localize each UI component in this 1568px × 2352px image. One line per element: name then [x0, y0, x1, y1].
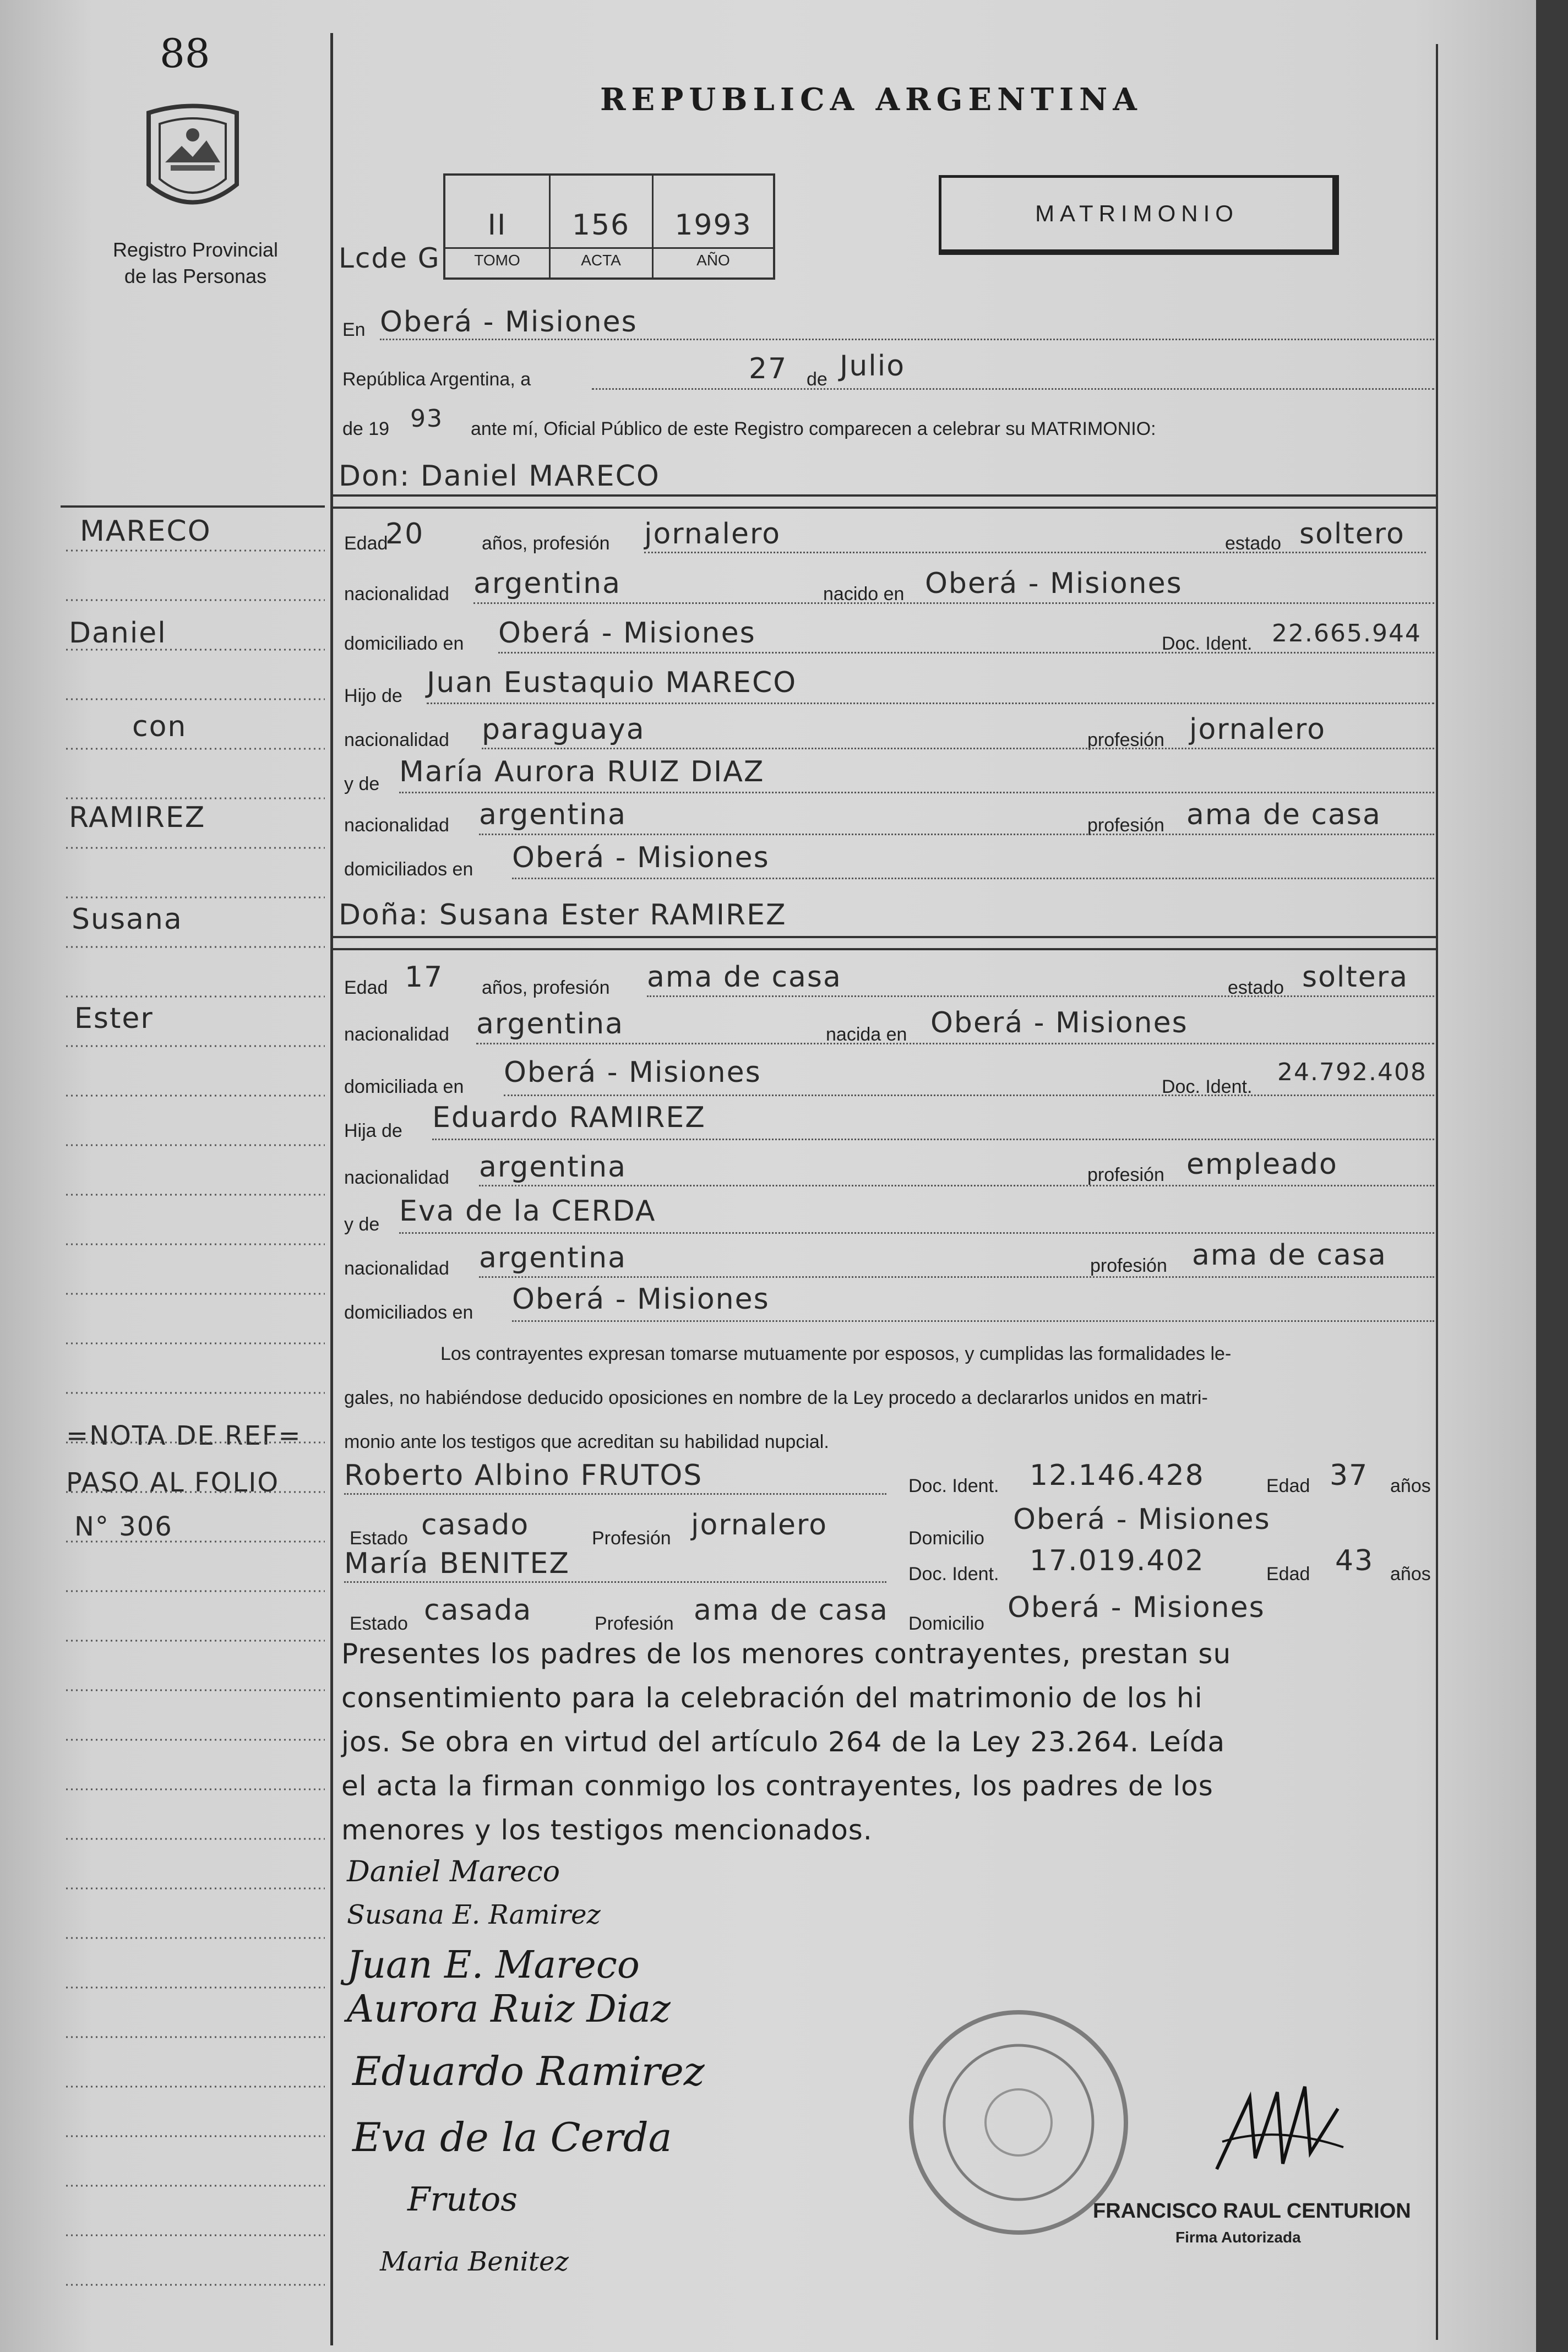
declaration-line1: Los contrayentes expresan tomarse mutuamente por esposos, y cumplidas las formalidades le-	[440, 1343, 1232, 1364]
margin-ruled-lines	[55, 496, 325, 2345]
groom-anos-label: años, profesión	[482, 533, 610, 554]
groom-profesion: jornalero	[644, 518, 781, 551]
note-line3: jos. Se obra en virtud del artículo 264 de la Ley 23.264. Leída	[341, 1726, 1226, 1758]
province-emblem-icon	[138, 102, 248, 220]
witness1-estado: casado	[421, 1509, 530, 1542]
month-value: Julio	[840, 350, 906, 383]
day-value: 27	[749, 352, 788, 385]
signature-bride-father: Eduardo Ramirez	[352, 2048, 705, 2094]
page-number: 88	[160, 30, 210, 77]
rep-label: República Argentina, a	[342, 369, 531, 390]
witness2-edad: 43	[1335, 1544, 1374, 1577]
bride-anos-label: años, profesión	[482, 977, 610, 998]
bride-yde-label: y de	[344, 1214, 380, 1235]
signature-groom-mother: Aurora Ruiz Diaz	[347, 1988, 671, 2031]
intro-text: ante mí, Oficial Público de este Registro comparecen a celebrar su MATRIMONIO:	[471, 418, 1156, 439]
groom-padre-prof: jornalero	[1189, 713, 1326, 746]
groom-nacionalidad: argentina	[473, 567, 621, 600]
groom-doms-label: domiciliados en	[344, 859, 473, 880]
groom-madre: María Aurora RUIZ DIAZ	[399, 755, 765, 788]
note-line2: consentimiento para la celebración del matrimonio de los hi	[341, 1682, 1203, 1714]
groom-nac-label: nacionalidad	[344, 584, 449, 605]
groom-padre-prof-label: profesión	[1087, 729, 1164, 750]
groom-doc: 22.665.944	[1272, 619, 1422, 647]
signature-groom: Daniel Mareco	[347, 1855, 560, 1888]
country-heading: REPUBLICA ARGENTINA	[600, 81, 1142, 118]
bride-title: Doña: Susana Ester RAMIREZ	[339, 899, 787, 932]
witness2-prof: ama de casa	[694, 1594, 889, 1627]
margin-name2b: Ester	[74, 1002, 154, 1035]
declaration-line2: gales, no habiéndose deducido oposiciones en nombre de la Ley procedo a declararlos unidos en matri-	[344, 1387, 1208, 1408]
bride-domicilio: Oberá - Misiones	[504, 1056, 761, 1089]
record-type-box	[939, 175, 1339, 255]
bride-doc-label: Doc. Ident.	[1162, 1076, 1253, 1097]
note-line5: menores y los testigos mencionados.	[341, 1814, 873, 1846]
groom-padre-nac: paraguaya	[482, 713, 645, 746]
bride-hija-label: Hija de	[344, 1120, 402, 1141]
groom-madre-prof: ama de casa	[1186, 798, 1381, 831]
bride-madre-prof: ama de casa	[1192, 1239, 1387, 1272]
bride-padres-dom: Oberá - Misiones	[512, 1283, 770, 1316]
note-line4: el acta la firman conmigo los contrayentes, los padres de los	[341, 1770, 1213, 1802]
bride-padre-prof-label: profesión	[1087, 1164, 1164, 1185]
bride-madre-nac: argentina	[479, 1242, 627, 1275]
witness2-edad-label: Edad	[1266, 1564, 1310, 1585]
signature-witness1: Frutos	[407, 2180, 518, 2219]
bride-nac-label: nacionalidad	[344, 1024, 449, 1045]
year-suffix: 93	[410, 405, 443, 433]
groom-edad-label: Edad	[344, 533, 388, 554]
official-signature-scribble	[1211, 2076, 1349, 2186]
bride-padre-nac-label: nacionalidad	[344, 1167, 449, 1188]
witness1-prof: jornalero	[691, 1509, 828, 1542]
bride-nacionalidad: argentina	[476, 1008, 624, 1041]
tomo-value: II	[487, 209, 507, 242]
signature-bride-mother: Eva de la Cerda	[352, 2114, 672, 2160]
margin-name2a: Susana	[72, 903, 183, 936]
tomo-label: TOMO	[474, 252, 520, 269]
groom-madre-prof-label: profesión	[1087, 815, 1164, 836]
margin-surname2: RAMIREZ	[69, 801, 206, 834]
witness2-estado-label: Estado	[350, 1613, 408, 1634]
lede-note: Lcde G	[339, 242, 440, 274]
margin-surname1: MARECO	[80, 515, 211, 548]
witness1-doc: 12.146.428	[1030, 1459, 1205, 1492]
groom-nacido-label: nacido en	[823, 584, 905, 605]
scan-edge	[1536, 0, 1568, 2352]
witness1-prof-label: Profesión	[592, 1528, 671, 1549]
en-value: Oberá - Misiones	[380, 306, 638, 339]
bride-madre: Eva de la CERDA	[399, 1195, 656, 1228]
bride-doc: 24.792.408	[1277, 1058, 1427, 1086]
bride-estado-label: estado	[1228, 977, 1284, 998]
bride-dom-label: domiciliada en	[344, 1076, 464, 1097]
margin-note1: =NOTA DE REF=	[66, 1420, 302, 1451]
witness1-estado-label: Estado	[350, 1528, 408, 1549]
witness1-anos-label: años	[1390, 1476, 1431, 1496]
margin-divider	[330, 33, 333, 2345]
official-title: Firma Autorizada	[1175, 2229, 1301, 2246]
acta-label: ACTA	[581, 252, 621, 269]
witness1-edad: 37	[1330, 1459, 1369, 1492]
groom-padre: Juan Eustaquio MARECO	[427, 666, 797, 699]
witness2-name: María BENITEZ	[344, 1547, 570, 1580]
signature-bride: Susana E. Ramirez	[347, 1899, 601, 1930]
margin-con: con	[132, 710, 187, 743]
witness2-doc-label: Doc. Ident.	[908, 1564, 999, 1585]
signature-witness2: Maria Benitez	[380, 2246, 569, 2277]
witness2-anos-label: años	[1390, 1564, 1431, 1585]
bride-madre-nac-label: nacionalidad	[344, 1258, 449, 1279]
year-prefix: de 19	[342, 418, 390, 439]
witness2-dom-label: Domicilio	[908, 1613, 984, 1634]
witness2-doc: 17.019.402	[1030, 1544, 1205, 1577]
margin-note3: N° 306	[74, 1511, 173, 1542]
witness1-dom: Oberá - Misiones	[1013, 1503, 1271, 1536]
bride-nacida: Oberá - Misiones	[930, 1006, 1188, 1039]
bride-profesion: ama de casa	[647, 961, 842, 994]
groom-padres-dom: Oberá - Misiones	[512, 841, 770, 874]
bride-padre-nac: argentina	[479, 1151, 627, 1184]
groom-padre-nac-label: nacionalidad	[344, 729, 449, 750]
groom-estado: soltero	[1299, 518, 1405, 551]
bride-estado: soltera	[1302, 961, 1408, 994]
note-line1: Presentes los padres de los menores contrayentes, prestan su	[341, 1638, 1232, 1670]
bride-edad: 17	[405, 961, 444, 994]
groom-yde-label: y de	[344, 774, 380, 794]
witness2-dom: Oberá - Misiones	[1008, 1591, 1265, 1624]
groom-title: Don: Daniel MARECO	[339, 460, 660, 493]
bride-padre-prof: empleado	[1186, 1148, 1338, 1181]
groom-nacido: Oberá - Misiones	[925, 567, 1183, 600]
bride-nacida-label: nacida en	[826, 1024, 907, 1045]
ano-value: 1993	[674, 209, 752, 242]
groom-dom-label: domiciliado en	[344, 633, 464, 654]
margin-note2: PASO AL FOLIO	[66, 1467, 280, 1498]
margin-name1: Daniel	[69, 617, 167, 650]
record-type: MATRIMONIO	[1035, 200, 1239, 226]
registry-office: Registro Provincial de las Personas	[112, 238, 279, 287]
groom-doc-label: Doc. Ident.	[1162, 633, 1253, 654]
witness2-estado: casada	[424, 1594, 532, 1627]
record-index-box	[443, 173, 775, 280]
groom-domicilio: Oberá - Misiones	[498, 617, 756, 650]
ano-label: AÑO	[696, 252, 730, 269]
witness1-name: Roberto Albino FRUTOS	[344, 1459, 703, 1492]
en-label: En	[342, 319, 366, 340]
signature-groom-father: Juan E. Mareco	[347, 1943, 640, 1987]
groom-estado-label: estado	[1225, 533, 1282, 554]
bride-doms-label: domiciliados en	[344, 1302, 473, 1323]
witness2-prof-label: Profesión	[595, 1613, 674, 1634]
de-label: de	[807, 369, 827, 390]
groom-madre-nac-label: nacionalidad	[344, 815, 449, 836]
witness1-dom-label: Domicilio	[908, 1528, 984, 1549]
declaration-line3: monio ante los testigos que acreditan su habilidad nupcial.	[344, 1431, 829, 1452]
witness1-doc-label: Doc. Ident.	[908, 1476, 999, 1496]
bride-edad-label: Edad	[344, 977, 388, 998]
bride-padre: Eduardo RAMIREZ	[432, 1101, 706, 1134]
groom-hijo-label: Hijo de	[344, 685, 402, 706]
witness1-edad-label: Edad	[1266, 1476, 1310, 1496]
groom-madre-nac: argentina	[479, 798, 627, 831]
groom-edad: 20	[385, 518, 424, 551]
bride-madre-prof-label: profesión	[1090, 1255, 1167, 1276]
acta-value: 156	[571, 209, 630, 242]
right-border	[1436, 44, 1438, 2340]
official-name: FRANCISCO RAUL CENTURION	[1093, 2199, 1411, 2223]
